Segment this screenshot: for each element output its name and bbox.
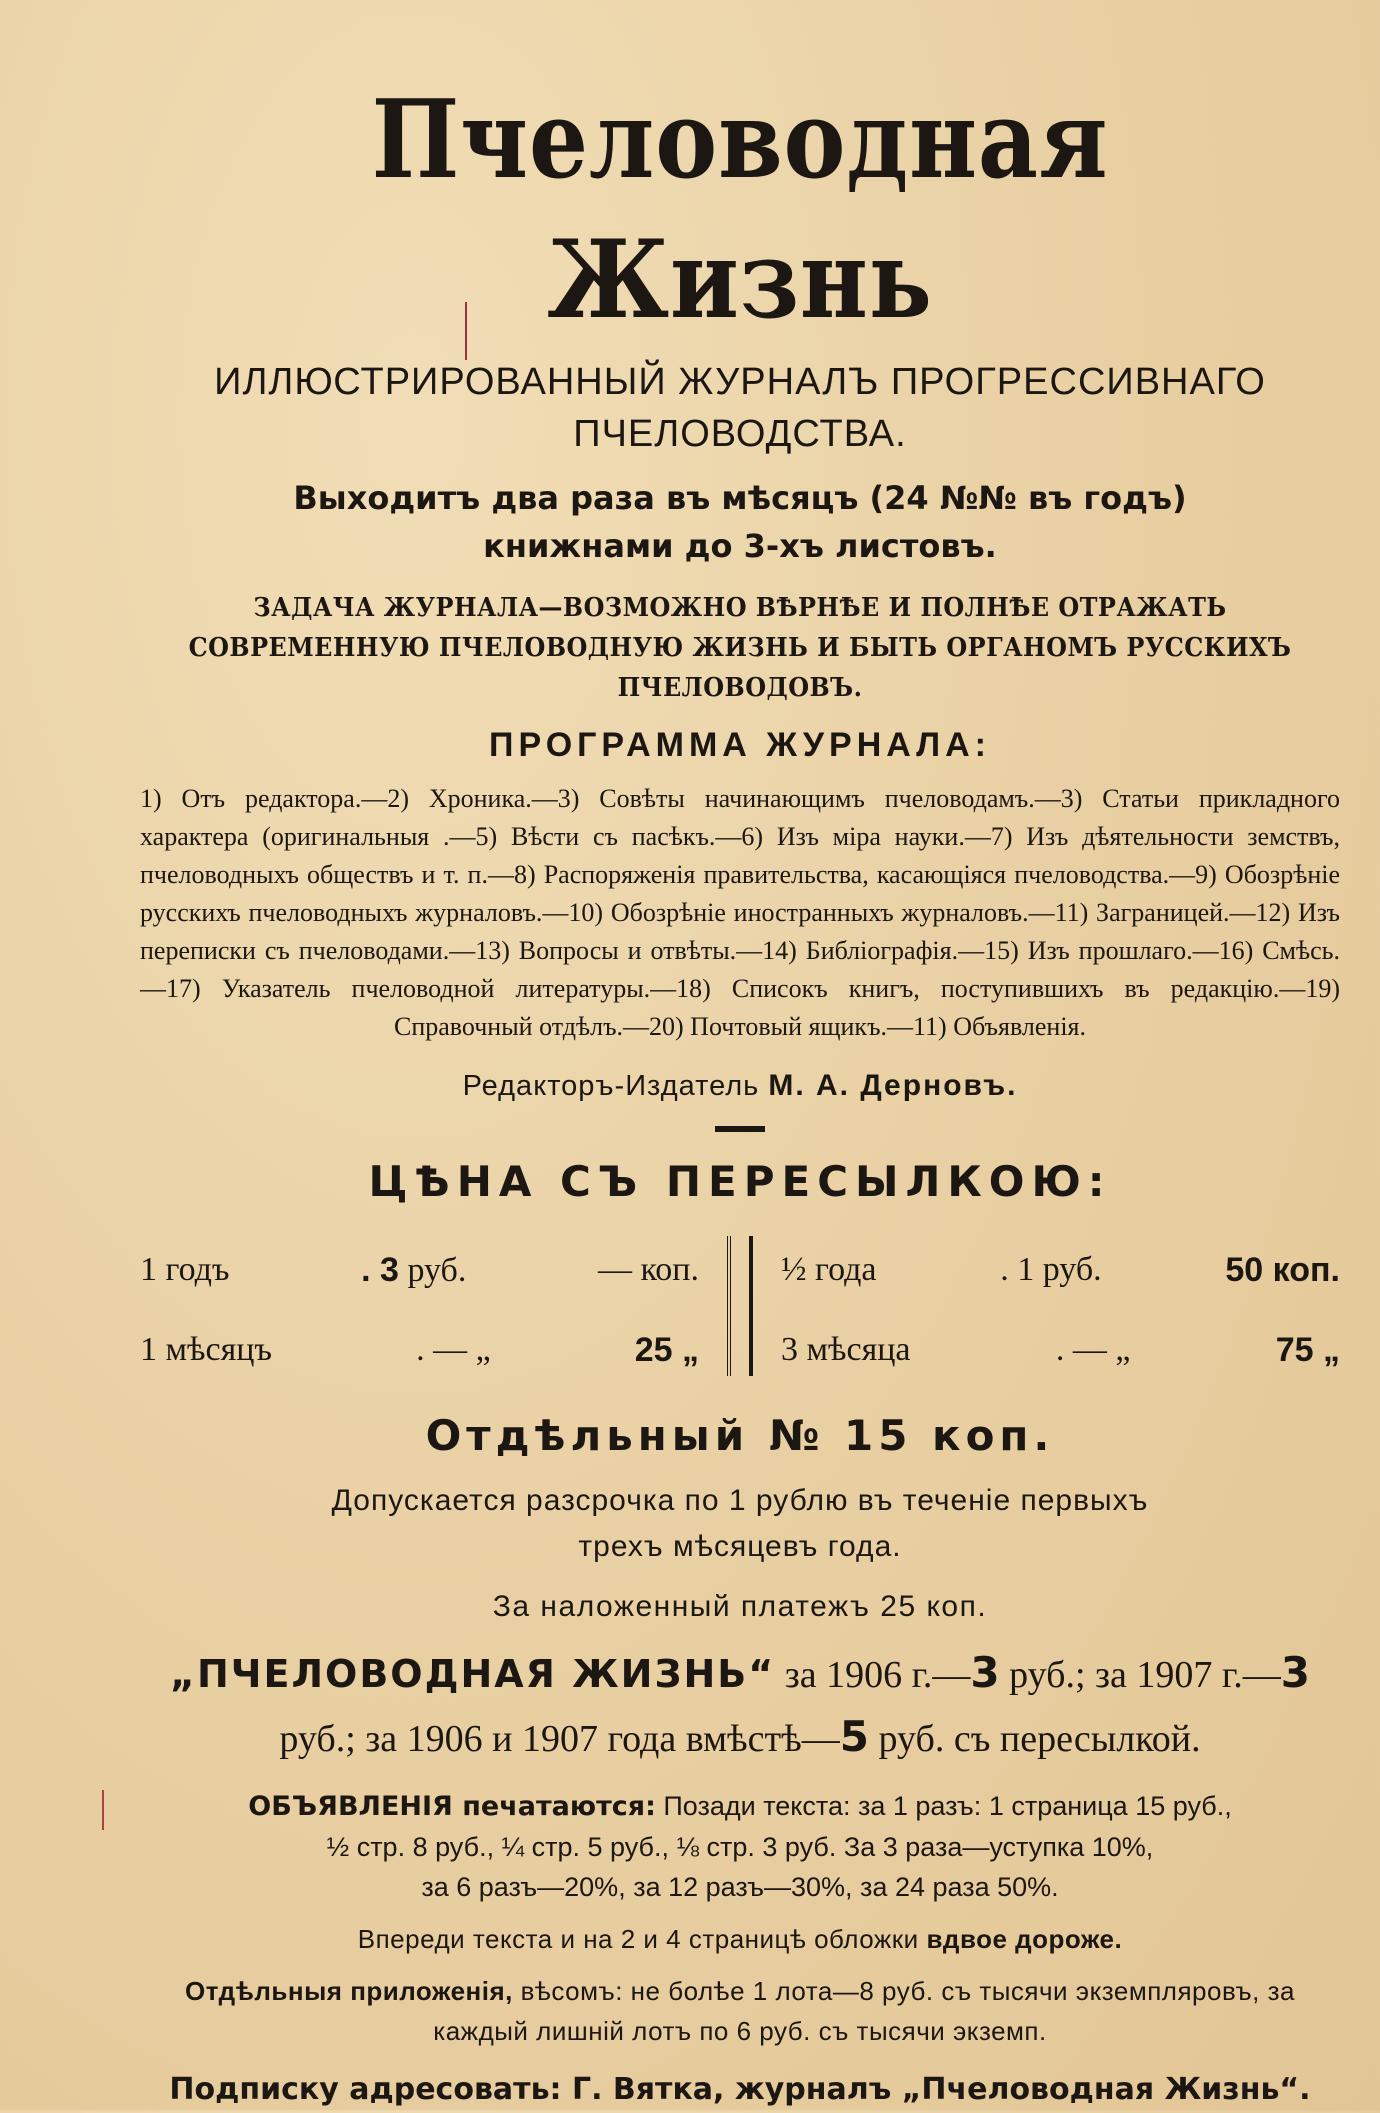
program-heading: ПРОГРАММА ЖУРНАЛА:	[489, 726, 991, 764]
journal-subtitle	[140, 356, 1340, 460]
price-heading: ЦѢНА СЪ ПЕРЕСЫЛКОЮ:	[368, 1157, 1112, 1206]
back-issues-journal-name: „ПЧЕЛОВОДНАЯ ЖИЗНЬ“	[170, 1652, 776, 1696]
back-issues-text: руб.; за 1906 и 1907 года вмѣстѣ—	[279, 1718, 840, 1760]
subtitle-line-2: ПЧЕЛОВОДСТВА.	[573, 413, 907, 455]
price-row-quarter	[781, 1310, 1340, 1390]
divider-rule	[715, 1126, 765, 1132]
back-issues-price: 5	[839, 1712, 870, 1761]
front-ads-bold: вдвое дороже.	[926, 1924, 1123, 1954]
price-kop: 25 „	[634, 1331, 699, 1369]
ads-label: ОБЪЯВЛЕНІЯ печатаются:	[248, 1791, 656, 1822]
installment-line-2: трехъ мѣсяцевъ года.	[578, 1530, 902, 1563]
price-kop: — коп.	[598, 1251, 699, 1288]
attachments-text: вѣсомъ: не болѣе 1 лота—8 руб. съ тысячи экземпляровъ, за каждый лишній лотъ по 6 руб. съ тысячи экземп.	[433, 1976, 1295, 2046]
back-issues-price: 3	[1280, 1648, 1310, 1697]
price-rub-unit: „	[475, 1331, 491, 1368]
price-rub: . —	[416, 1331, 468, 1368]
attachments-label: Отдѣльныя приложенія,	[185, 1976, 513, 2006]
price-row-half-year	[781, 1230, 1340, 1310]
price-row-month	[140, 1310, 699, 1390]
single-issue-price: Отдѣльный № 15 коп.	[425, 1411, 1055, 1460]
cash-on-delivery-note: За наложенный платежъ 25 коп.	[492, 1590, 988, 1623]
frequency-line-2: книжнами до 3-хъ листовъ.	[483, 527, 997, 565]
ads-line-3: за 6 разъ—20%, за 12 разъ—30%, за 24 раза 50%.	[421, 1872, 1059, 1902]
price-kop: 50 коп.	[1225, 1251, 1340, 1289]
price-rub-unit: руб.	[407, 1252, 467, 1289]
program-text: 1) Отъ редактора.—2) Хроника.—3) Совѣты начинающимъ пчеловодамъ.—3) Статьи прикладного характера (оригинальныя .—5) Вѣсти съ пасѣкъ.—6) Изъ міра науки.—7) Изъ дѣятельности земствъ, пчеловодныхъ обществъ и т. п.—8) Распоряженія правительства, касающіяся пчеловодства.—9) Обозрѣніе русскихъ пчеловодныхъ журналовъ.—10) Обозрѣніе иностранныхъ журналовъ.—11) Заграницей.—12) Изъ переписки съ пчеловодами.—13) Вопросы и отвѣты.—14) Библіографія.—15) Изъ прошлаго.—16) Смѣсь.—17) Указатель пчеловодной литературы.—18) Списокъ книгъ, поступившихъ въ редакцію.—19) Справочный отдѣлъ.—20) Почтовый ящикъ.—11) Объявленія.	[140, 784, 1340, 1041]
price-rub-unit: „	[1115, 1331, 1131, 1368]
price-rub: . —	[1055, 1331, 1107, 1368]
back-issues-text: руб. съ пересылкой.	[869, 1718, 1201, 1760]
back-issues-text: руб.; за 1907 г.—	[999, 1654, 1281, 1696]
subscription-address: Подписку адресовать: Г. Вятка, журналъ „Пчеловодная Жизнь“.	[169, 2072, 1311, 2107]
advertising-rates	[140, 1786, 1340, 1907]
back-issues-text: за 1906 г.—	[775, 1654, 971, 1696]
price-label: ½ года	[781, 1251, 877, 1288]
editor-label: Редакторъ-Издатель	[462, 1070, 760, 1102]
installment-line-1: Допускается разсрочка по 1 рублю въ теченіе первыхъ	[331, 1484, 1149, 1517]
price-rub-unit: руб.	[1042, 1251, 1102, 1288]
front-ads-note	[140, 1919, 1340, 1959]
publication-frequency	[140, 474, 1340, 570]
front-ads-text: Впереди текста и на 2 и 4 страницѣ обложки	[357, 1924, 919, 1954]
journal-task: ЗАДАЧА ЖУРНАЛА—ВОЗМОЖНО ВѢРНѢЕ И ПОЛНѢЕ ОТРАЖАТЬ СОВРЕМЕННУЮ ПЧЕЛОВОДНУЮ ЖИЗНЬ И БЫТЬ ОРГАНОМЪ РУССКИХЪ ПЧЕЛОВОДОВЪ.	[188, 593, 1292, 703]
ads-line-1: Позади текста: за 1 разъ: 1 страница 15 руб.,	[655, 1791, 1232, 1821]
price-column-left	[140, 1230, 699, 1390]
price-label: 1 мѣсяцъ	[140, 1331, 272, 1368]
price-rub: . 1	[1000, 1251, 1035, 1288]
margin-pencil-mark	[102, 1790, 104, 1830]
editor-line	[140, 1064, 1340, 1108]
installment-note	[140, 1478, 1340, 1570]
price-table	[140, 1230, 1340, 1390]
price-kop: 75 „	[1275, 1331, 1340, 1369]
document-page	[140, 70, 1340, 2113]
ads-line-2: ½ стр. 8 руб., ¼ стр. 5 руб., ⅛ стр. 3 руб. За 3 раза—уступка 10%,	[326, 1832, 1154, 1862]
price-label: 1 годъ	[140, 1251, 230, 1288]
attachments-note	[140, 1971, 1340, 2051]
price-row-year	[140, 1230, 699, 1310]
price-label: 3 мѣсяца	[781, 1331, 911, 1368]
editor-name: М. А. Дерновъ.	[768, 1069, 1018, 1102]
subtitle-line-1: ИЛЛЮСТРИРОВАННЫЙ ЖУРНАЛЪ ПРОГРЕССИВНАГО	[214, 361, 1266, 403]
price-rub: . 3	[361, 1251, 399, 1289]
back-issues-note	[140, 1642, 1340, 1770]
frequency-line-1: Выходитъ два раза въ мѣсяцъ (24 №№ въ годъ)	[293, 479, 1187, 517]
price-column-divider	[727, 1236, 753, 1376]
price-column-right	[781, 1230, 1340, 1390]
journal-title: Пчеловодная Жизнь	[371, 77, 1109, 343]
back-issues-price: 3	[970, 1648, 1000, 1697]
